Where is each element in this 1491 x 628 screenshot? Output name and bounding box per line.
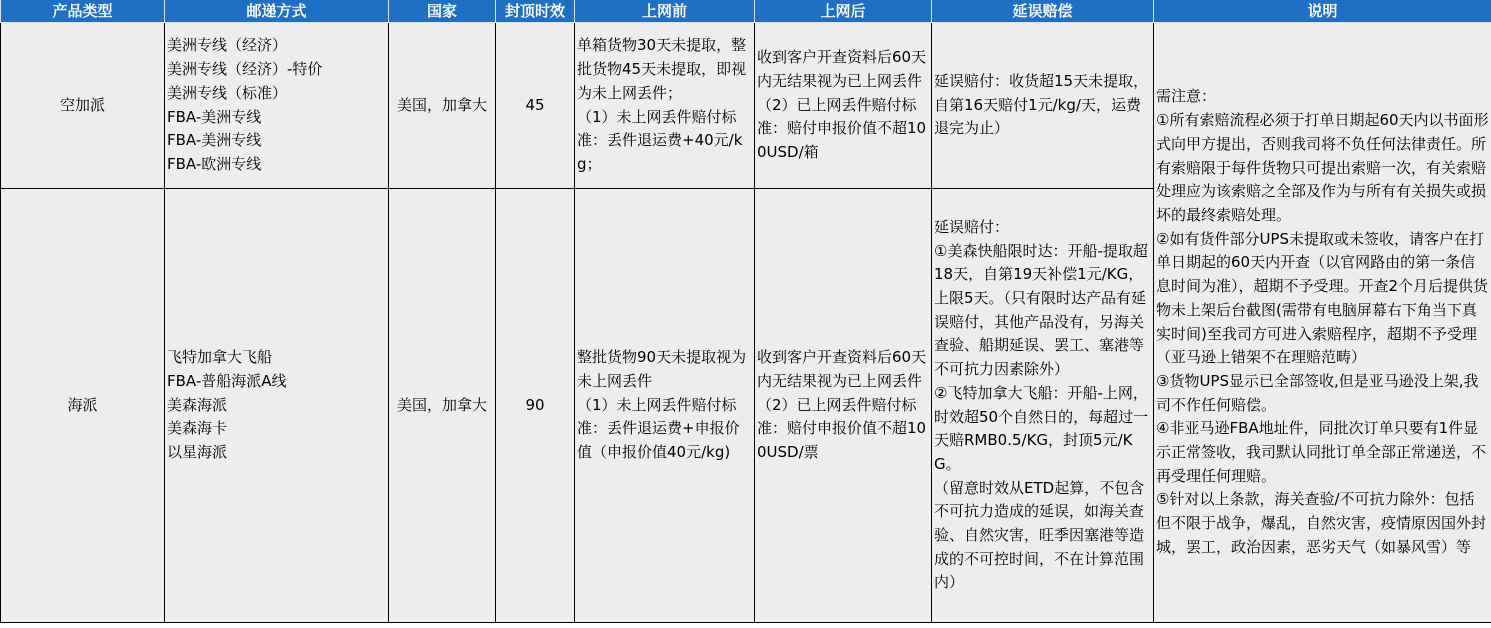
cell-shipping-methods[interactable]: [165, 23, 389, 189]
method-item: FBA-美洲专线: [167, 107, 262, 126]
header-notes[interactable]: 说明: [1154, 0, 1491, 23]
cell-after-online[interactable]: 收到客户开查资料后60天内无结果视为已上网丢件 （2）已上网丢件赔付标准：赔付申报价值不超100USD/票: [755, 189, 932, 623]
cell-before-online[interactable]: 单箱货物30天未提取，整批货物45天未提取，即视为未上网丢件； （1）未上网丢件赔付标准：丢件退运费+40元/kg；: [575, 23, 755, 189]
method-item: 美森海卡: [167, 419, 228, 438]
method-item: 飞特加拿大飞船: [167, 348, 273, 367]
cell-cap-time[interactable]: 90: [496, 189, 575, 623]
cell-product-type[interactable]: 海派: [1, 189, 165, 623]
header-product-type[interactable]: 产品类型: [1, 0, 165, 23]
cell-cap-time[interactable]: 45: [496, 23, 575, 189]
cell-delay-compensation[interactable]: 延误赔付：收货超15天未提取，自第16天赔付1元/kg/天，运费退完为止）: [932, 23, 1154, 189]
method-item: 美洲专线（经济）-特价: [167, 60, 323, 79]
method-item: FBA-欧洲专线: [167, 154, 262, 173]
cell-product-type[interactable]: 空加派: [1, 23, 165, 189]
cell-after-online[interactable]: 收到客户开查资料后60天内无结果视为已上网丢件 （2）已上网丢件赔付标准：赔付申报价值不超100USD/箱: [755, 23, 932, 189]
method-item: 美森海派: [167, 395, 228, 414]
table-row: [1, 23, 1491, 189]
cell-before-online[interactable]: 整批货物90天未提取视为未上网丢件 （1）未上网丢件赔付标准：丢件退运费+申报价值（申报价值40元/kg): [575, 189, 755, 623]
cell-delay-compensation[interactable]: 延误赔付： ①美森快船限时达：开船-提取超18天，自第19天补偿1元/KG，上限5天。（只有限时达产品有延误赔付，其他产品没有，另海关查验、船期延误、罢工、塞港等不可抗力因素除外） ②飞特加拿大飞船：开船-上网，时效超50个自然日的，每超过一天赔RMB0.5/KG，封顶5元/KG。 （留意时效从ETD起算，不包含不可抗力造成的延误，如海关查验、自然灾害，旺季因塞港等造成的不可控时间，不在计算范围内）: [932, 189, 1154, 623]
method-item: 以星海派: [167, 443, 228, 462]
cell-country[interactable]: 美国，加拿大: [389, 189, 496, 623]
method-item: FBA-美洲专线: [167, 131, 262, 150]
cell-country[interactable]: 美国，加拿大: [389, 23, 496, 189]
header-country[interactable]: 国家: [389, 0, 496, 23]
method-item: 美洲专线（标准）: [167, 83, 288, 102]
cell-shipping-methods[interactable]: [165, 189, 389, 623]
header-row: [1, 0, 1491, 23]
method-item: FBA-普船海派A线: [167, 371, 287, 390]
header-delay-compensation[interactable]: 延误赔偿: [932, 0, 1154, 23]
header-cap-time[interactable]: 封顶时效: [496, 0, 575, 23]
header-after-online[interactable]: 上网后: [755, 0, 932, 23]
header-shipping-method[interactable]: 邮递方式: [165, 0, 389, 23]
method-item: 美洲专线（经济）: [167, 36, 288, 55]
header-before-online[interactable]: 上网前: [575, 0, 755, 23]
cell-notes[interactable]: 需注意： ①所有索赔流程必须于打单日期起60天内以书面形式向甲方提出，否则我司将不负任何法律责任。所有索赔限于每件货物只可提出索赔一次，有关索赔处理应为该索赔之全部及作为与所有有关损失或损坏的最终索赔处理。 ②如有货件部分UPS未提取或未签收，请客户在打单日期起的60天内开查（以官网路由的第一条信息时间为准），超期不予受理。开查2个月后提供货物未上架后台截图(需带有电脑屏幕右下角当下真实时间)至我司方可进入索赔程序，超期不予受理（亚马逊上错架不在理赔范畴） ③货物UPS显示已全部签收,但是亚马逊没上架,我司不作任何赔偿。 ④非亚马逊FBA地址件，同批次订单只要有1件显示正常签收，我司默认同批订单全部正常递送，不再受理任何理赔。 ⑤针对以上条款，海关查验/不可抗力除外：包括但不限于战争，爆乱，自然灾害，疫情原因国外封城，罢工，政治因素，恶劣天气（如暴风雪）等: [1154, 23, 1491, 623]
